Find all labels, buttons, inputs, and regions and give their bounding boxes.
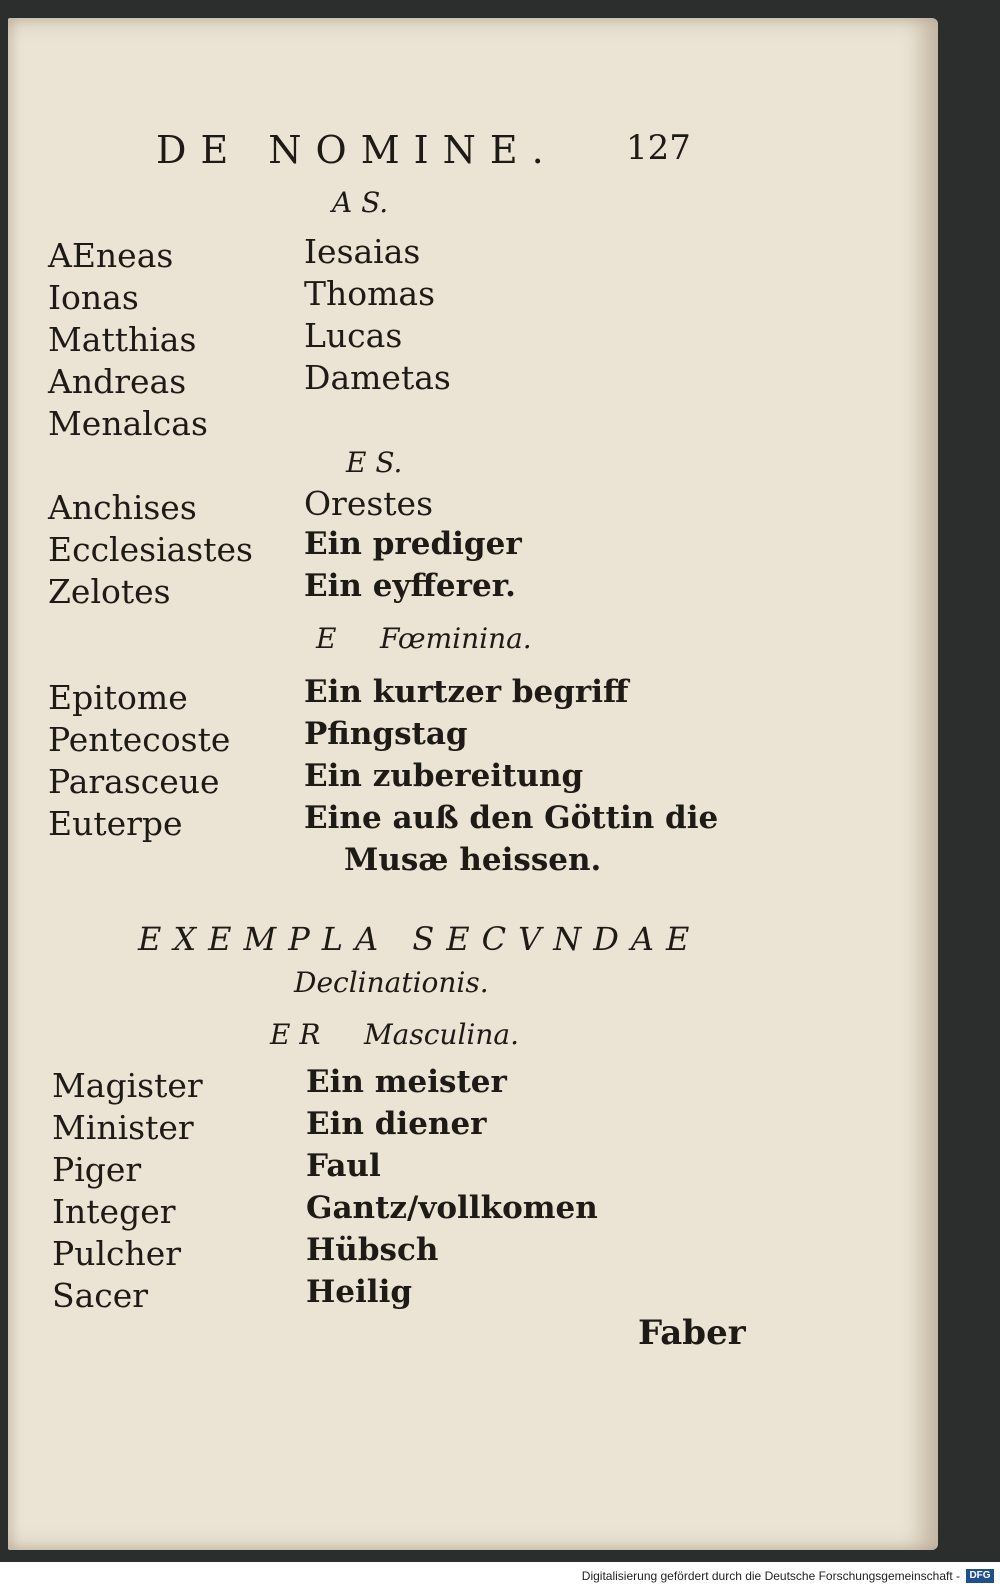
- word-left: Euterpe: [48, 804, 183, 843]
- word-right: Dametas: [304, 358, 451, 397]
- word-left: Sacer: [52, 1276, 149, 1315]
- word-right: Iesaias: [304, 232, 421, 271]
- word-right-german: Ein diener: [306, 1106, 487, 1142]
- word-right-german: Eine auß den Göttin die: [304, 800, 719, 836]
- footer-credit: Digitalisierung gefördert durch die Deutsche Forschungsgemeinschaft -: [581, 1569, 960, 1583]
- word-left: Ionas: [48, 278, 139, 317]
- word-left: Andreas: [48, 362, 187, 401]
- word-right-german: Gantz/vollkomen: [306, 1190, 598, 1226]
- heading-e-gender: Fœminina.: [380, 622, 532, 655]
- section-title: EXEMPLA SECVNDAE: [138, 920, 702, 958]
- word-right-german: Ein prediger: [304, 526, 522, 562]
- word-left: Matthias: [48, 320, 197, 359]
- word-left: AEneas: [48, 236, 174, 275]
- word-right-german: Hübsch: [306, 1232, 439, 1268]
- word-left: Menalcas: [48, 404, 208, 443]
- word-right: Thomas: [304, 274, 436, 313]
- word-right-german: Ein kurtzer begriff: [304, 674, 629, 710]
- word-left: Ecclesiastes: [48, 530, 253, 569]
- word-right-german: Ein zubereitung: [304, 758, 584, 794]
- heading-er-letter: E R: [270, 1018, 321, 1051]
- heading-er-gender: Masculina.: [364, 1018, 519, 1051]
- word-left: Pulcher: [52, 1234, 182, 1273]
- dfg-logo-icon: DFG: [966, 1569, 994, 1583]
- word-right-german: Pfingstag: [304, 716, 468, 752]
- word-left: Magister: [52, 1066, 203, 1105]
- catchword: Faber: [638, 1313, 746, 1353]
- word-right-german: Ein eyfferer.: [304, 568, 516, 604]
- heading-es: E S.: [346, 446, 403, 479]
- word-left: Pentecoste: [48, 720, 231, 759]
- word-left: Anchises: [48, 488, 197, 527]
- page-number: 127: [626, 128, 691, 168]
- section-subtitle: Declinationis.: [294, 966, 489, 999]
- heading-as: A S.: [332, 186, 389, 219]
- word-right-german: Ein meister: [306, 1064, 507, 1100]
- heading-e-letter: E: [316, 622, 337, 655]
- word-left: Piger: [52, 1150, 142, 1189]
- word-right-german: Faul: [306, 1148, 381, 1184]
- book-page: [8, 18, 938, 1550]
- word-right-german: Musæ heissen.: [344, 842, 602, 878]
- word-left: Epitome: [48, 678, 188, 717]
- word-left: Zelotes: [48, 572, 171, 611]
- word-left: Integer: [52, 1192, 176, 1231]
- word-left: Minister: [52, 1108, 194, 1147]
- word-right: Orestes: [304, 484, 434, 523]
- word-right: Lucas: [304, 316, 403, 355]
- word-right-german: Heilig: [306, 1274, 413, 1310]
- word-left: Parasceue: [48, 762, 220, 801]
- footer-bar: [0, 1562, 1000, 1588]
- running-header: DE NOMINE.: [156, 128, 558, 172]
